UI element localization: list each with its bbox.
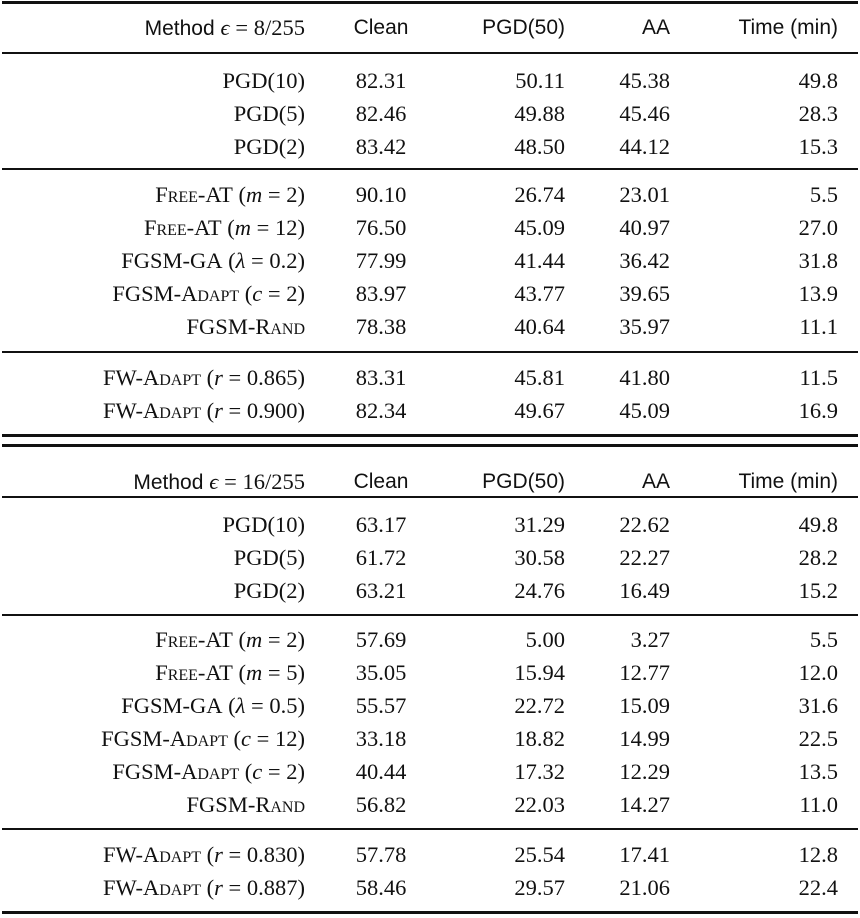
time-value: 22.4 xyxy=(798,875,838,900)
method-cell xyxy=(187,311,305,343)
table-rule xyxy=(2,828,858,830)
method-cell xyxy=(121,690,305,722)
method-name: FGSM-Rand xyxy=(186,314,305,339)
pgd50-value: 30.58 xyxy=(514,545,565,570)
aa-value: 21.06 xyxy=(619,875,670,900)
column-header: PGD(50) xyxy=(482,470,565,493)
method-param: (r = 0.865) xyxy=(201,365,305,390)
time-value: 15.2 xyxy=(798,578,838,603)
table-row xyxy=(0,657,860,689)
param-variable: m xyxy=(246,627,263,652)
time-value: 49.8 xyxy=(798,68,838,93)
pgd50-value: 29.57 xyxy=(514,875,565,900)
method-param: (r = 0.830) xyxy=(201,842,305,867)
method-name: PGD(10) xyxy=(222,512,305,537)
time-value: 11.0 xyxy=(799,792,838,817)
time-value: 12.8 xyxy=(798,842,838,867)
param-variable: m xyxy=(234,215,252,240)
param-variable: m xyxy=(246,660,263,685)
param-value: 0.887 xyxy=(246,875,298,900)
method-cell xyxy=(101,723,305,755)
table-row xyxy=(0,509,860,541)
pgd50-value: 18.82 xyxy=(514,726,565,751)
aa-value: 45.46 xyxy=(619,101,670,126)
param-variable: λ xyxy=(235,693,246,718)
epsilon-symbol: ϵ xyxy=(220,15,230,40)
time-value: 22.5 xyxy=(798,726,838,751)
method-name: Free-AT xyxy=(143,215,222,240)
aa-value: 22.27 xyxy=(619,545,670,570)
clean-value: 82.34 xyxy=(355,398,407,423)
table-row xyxy=(0,789,860,821)
time-value: 11.1 xyxy=(799,314,838,339)
table-row xyxy=(0,245,860,277)
param-value: 0.865 xyxy=(246,365,298,390)
clean-value: 63.21 xyxy=(355,578,407,603)
method-param: (m = 2) xyxy=(232,627,305,652)
time-value: 28.3 xyxy=(798,101,838,126)
clean-value: 83.42 xyxy=(355,134,407,159)
param-variable: λ xyxy=(235,248,246,273)
method-label: Method xyxy=(133,471,204,494)
table-row xyxy=(0,311,860,343)
method-cell xyxy=(234,131,305,163)
time-value: 28.2 xyxy=(798,545,838,570)
table-rule xyxy=(2,911,858,914)
method-name: FW-Adapt xyxy=(103,842,202,867)
aa-value: 44.12 xyxy=(619,134,670,159)
table-row xyxy=(0,872,860,904)
clean-value: 55.57 xyxy=(355,693,407,718)
method-cell xyxy=(103,362,305,394)
table-row xyxy=(0,212,860,244)
clean-value: 57.78 xyxy=(355,842,407,867)
method-cell xyxy=(234,542,305,574)
aa-value: 35.97 xyxy=(619,314,670,339)
method-name: FW-Adapt xyxy=(103,875,202,900)
aa-value: 12.29 xyxy=(619,759,670,784)
table-row xyxy=(0,839,860,871)
method-param: (λ = 0.2) xyxy=(222,248,305,273)
column-header: Time (min) xyxy=(738,470,838,493)
time-value: 31.8 xyxy=(798,248,838,273)
pgd50-value: 15.94 xyxy=(514,660,565,685)
table-row xyxy=(0,575,860,607)
clean-value: 77.99 xyxy=(355,248,407,273)
clean-value: 57.69 xyxy=(355,627,407,652)
column-header: Clean xyxy=(353,16,409,39)
aa-value: 14.99 xyxy=(619,726,670,751)
method-header xyxy=(145,12,305,45)
method-cell xyxy=(155,624,305,656)
pgd50-value: 49.67 xyxy=(514,398,565,423)
time-value: 12.0 xyxy=(798,660,838,685)
param-value: 2 xyxy=(286,759,298,784)
method-name: Free-AT xyxy=(155,627,233,652)
time-value: 5.5 xyxy=(809,182,838,207)
method-name: FGSM-Adapt xyxy=(112,759,240,784)
table-row xyxy=(0,690,860,722)
clean-value: 33.18 xyxy=(355,726,407,751)
pgd50-value: 49.88 xyxy=(514,101,565,126)
column-header: PGD(50) xyxy=(482,16,565,39)
aa-value: 16.49 xyxy=(619,578,670,603)
aa-value: 45.38 xyxy=(619,68,670,93)
table-row xyxy=(0,624,860,656)
pgd50-value: 24.76 xyxy=(514,578,565,603)
pgd50-value: 5.00 xyxy=(525,627,565,652)
pgd50-value: 17.32 xyxy=(514,759,565,784)
aa-value: 23.01 xyxy=(619,182,670,207)
column-header: Time (min) xyxy=(738,16,838,39)
time-value: 31.6 xyxy=(798,693,838,718)
method-cell xyxy=(103,839,305,871)
time-value: 11.5 xyxy=(799,365,838,390)
table-row xyxy=(0,756,860,788)
header-row xyxy=(0,12,860,44)
pgd50-value: 45.09 xyxy=(514,215,565,240)
method-cell xyxy=(112,278,305,310)
method-param: (c = 2) xyxy=(239,759,305,784)
time-value: 49.8 xyxy=(798,512,838,537)
method-cell xyxy=(103,872,305,904)
method-name: FGSM-GA xyxy=(121,248,223,273)
method-cell xyxy=(155,657,305,689)
method-cell xyxy=(223,509,306,541)
epsilon-symbol: ϵ xyxy=(209,469,219,494)
clean-value: 40.44 xyxy=(355,759,407,784)
pgd50-value: 31.29 xyxy=(514,512,565,537)
method-param: (m = 2) xyxy=(232,182,305,207)
pgd50-value: 45.81 xyxy=(514,365,565,390)
table-row xyxy=(0,542,860,574)
param-variable: c xyxy=(252,759,263,784)
method-param: (r = 0.887) xyxy=(201,875,305,900)
method-param: (c = 12) xyxy=(227,726,305,751)
aa-value: 40.97 xyxy=(619,215,670,240)
method-cell xyxy=(121,245,305,277)
aa-value: 36.42 xyxy=(619,248,670,273)
param-variable: c xyxy=(241,726,252,751)
clean-value: 90.10 xyxy=(355,182,407,207)
method-name: FW-Adapt xyxy=(103,398,202,423)
aa-value: 39.65 xyxy=(619,281,670,306)
table-rule xyxy=(2,444,858,447)
time-value: 16.9 xyxy=(798,398,838,423)
method-cell xyxy=(103,395,305,427)
param-variable: r xyxy=(214,842,223,867)
header-row xyxy=(0,466,860,498)
aa-value: 3.27 xyxy=(630,627,670,652)
method-name: FGSM-Rand xyxy=(186,792,305,817)
method-name: FGSM-Adapt xyxy=(101,726,228,751)
pgd50-value: 25.54 xyxy=(514,842,565,867)
method-cell xyxy=(234,575,305,607)
method-cell xyxy=(187,789,305,821)
param-variable: r xyxy=(214,398,223,423)
table-row xyxy=(0,131,860,163)
table-row xyxy=(0,65,860,97)
clean-value: 78.38 xyxy=(355,314,407,339)
aa-value: 15.09 xyxy=(619,693,670,718)
method-name: FW-Adapt xyxy=(103,365,202,390)
aa-value: 17.41 xyxy=(619,842,670,867)
clean-value: 61.72 xyxy=(355,545,407,570)
epsilon-value: = 16/255 xyxy=(224,469,305,494)
param-value: 0.2 xyxy=(269,248,298,273)
clean-value: 83.97 xyxy=(355,281,407,306)
pgd50-value: 22.03 xyxy=(514,792,565,817)
aa-value: 45.09 xyxy=(619,398,670,423)
method-param: (λ = 0.5) xyxy=(222,693,305,718)
time-value: 27.0 xyxy=(798,215,838,240)
aa-value: 14.27 xyxy=(619,792,670,817)
clean-value: 83.31 xyxy=(355,365,407,390)
pgd50-value: 43.77 xyxy=(514,281,565,306)
method-name: PGD(10) xyxy=(222,68,305,93)
clean-value: 56.82 xyxy=(355,792,407,817)
param-variable: r xyxy=(214,875,223,900)
clean-value: 63.17 xyxy=(355,512,407,537)
column-header: Clean xyxy=(353,470,409,493)
table-rule xyxy=(2,496,858,498)
method-name: Free-AT xyxy=(155,182,233,207)
column-header: AA xyxy=(641,16,670,39)
pgd50-value: 26.74 xyxy=(514,182,565,207)
column-header: AA xyxy=(641,470,670,493)
table-row xyxy=(0,98,860,130)
pgd50-value: 50.11 xyxy=(515,68,565,93)
pgd50-value: 41.44 xyxy=(514,248,565,273)
method-name: FGSM-Adapt xyxy=(112,281,240,306)
pgd50-value: 40.64 xyxy=(514,314,565,339)
param-value: 2 xyxy=(286,627,298,652)
param-value: 0.830 xyxy=(246,842,298,867)
method-label: Method xyxy=(144,17,215,40)
method-name: FGSM-GA xyxy=(121,693,223,718)
param-value: 0.5 xyxy=(269,693,298,718)
time-value: 5.5 xyxy=(809,627,838,652)
param-value: 2 xyxy=(286,182,298,207)
param-value: 12 xyxy=(275,726,298,751)
table-rule xyxy=(2,434,858,437)
method-cell xyxy=(144,212,305,244)
pgd50-value: 48.50 xyxy=(514,134,565,159)
clean-value: 76.50 xyxy=(355,215,407,240)
table-row xyxy=(0,362,860,394)
method-param: (r = 0.900) xyxy=(201,398,305,423)
method-param: (c = 2) xyxy=(239,281,305,306)
method-header xyxy=(133,466,305,499)
table-rule xyxy=(2,168,858,170)
aa-value: 12.77 xyxy=(619,660,670,685)
method-name: PGD(5) xyxy=(233,545,305,570)
clean-value: 35.05 xyxy=(355,660,407,685)
method-name: Free-AT xyxy=(155,660,233,685)
clean-value: 82.31 xyxy=(355,68,407,93)
method-cell xyxy=(234,98,305,130)
method-cell xyxy=(155,179,305,211)
method-name: PGD(2) xyxy=(233,134,305,159)
param-value: 12 xyxy=(275,215,298,240)
param-variable: m xyxy=(246,182,263,207)
method-param: (m = 5) xyxy=(232,660,305,685)
clean-value: 82.46 xyxy=(355,101,407,126)
method-name: PGD(2) xyxy=(233,578,305,603)
method-param: (m = 12) xyxy=(221,215,305,240)
param-value: 0.900 xyxy=(246,398,298,423)
pgd50-value: 22.72 xyxy=(514,693,565,718)
table-row xyxy=(0,278,860,310)
time-value: 15.3 xyxy=(798,134,838,159)
table-rule xyxy=(2,1,858,4)
table-rule xyxy=(2,351,858,353)
method-name: PGD(5) xyxy=(233,101,305,126)
method-cell xyxy=(112,756,305,788)
table-row xyxy=(0,723,860,755)
table-row xyxy=(0,395,860,427)
param-value: 2 xyxy=(286,281,298,306)
param-variable: c xyxy=(252,281,263,306)
aa-value: 41.80 xyxy=(619,365,670,390)
aa-value: 22.62 xyxy=(619,512,670,537)
epsilon-value: = 8/255 xyxy=(235,15,305,40)
table-rule xyxy=(2,614,858,616)
table-rule xyxy=(2,52,858,54)
param-variable: r xyxy=(214,365,223,390)
table-row xyxy=(0,179,860,211)
param-value: 5 xyxy=(286,660,298,685)
time-value: 13.5 xyxy=(798,759,838,784)
method-cell xyxy=(223,65,306,97)
clean-value: 58.46 xyxy=(355,875,407,900)
time-value: 13.9 xyxy=(798,281,838,306)
